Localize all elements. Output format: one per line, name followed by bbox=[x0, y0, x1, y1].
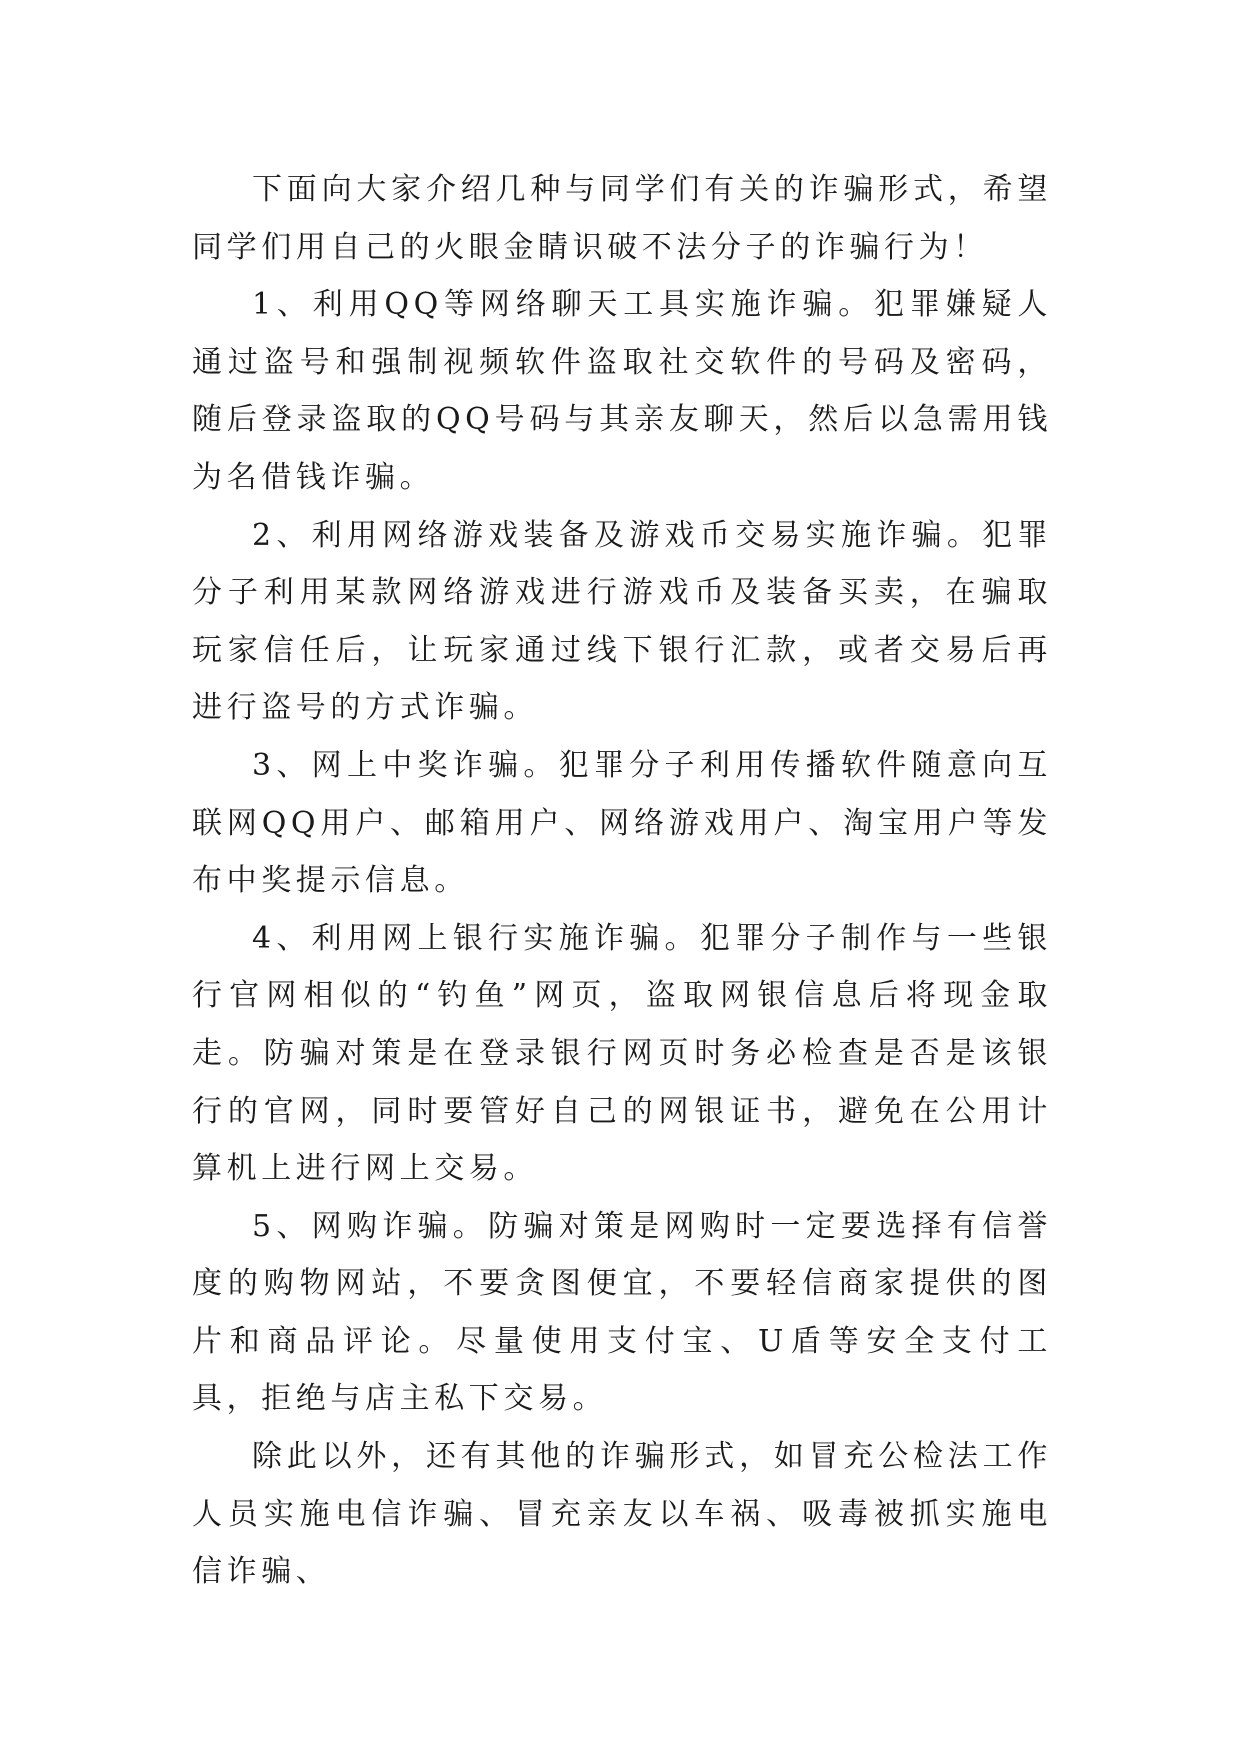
item-3-paragraph: 3、网上中奖诈骗。犯罪分子利用传播软件随意向互联网QQ用户、邮箱用户、网络游戏用户、淘宝用户等发布中奖提示信息。 bbox=[192, 747, 1052, 899]
body-text bbox=[192, 161, 1052, 1601]
item-5-paragraph: 5、网购诈骗。防骗对策是网购时一定要选择有信誉度的购物网站，不要贪图便宜，不要轻信商家提供的图片和商品评论。尽量使用支付宝、U盾等安全支付工具，拒绝与店主私下交易。 bbox=[192, 1208, 1052, 1417]
closing-paragraph: 除此以外，还有其他的诈骗形式，如冒充公检法工作人员实施电信诈骗、冒充亲友以车祸、吸毒被抓实施电信诈骗、 bbox=[192, 1439, 1052, 1590]
item-2-paragraph: 2、利用网络游戏装备及游戏币交易实施诈骗。犯罪分子利用某款网络游戏进行游戏币及装备买卖，在骗取玩家信任后，让玩家通过线下银行汇款，或者交易后再进行盗号的方式诈骗。 bbox=[192, 517, 1052, 726]
intro-paragraph: 下面向大家介绍几种与同学们有关的诈骗形式，希望同学们用自己的火眼金睛识破不法分子的诈骗行为！ bbox=[192, 172, 1052, 265]
item-1-paragraph: 1、利用QQ等网络聊天工具实施诈骗。犯罪嫌疑人通过盗号和强制视频软件盗取社交软件的号码及密码，随后登录盗取的QQ号码与其亲友聊天，然后以急需用钱为名借钱诈骗。 bbox=[192, 287, 1052, 495]
item-4-paragraph: 4、利用网上银行实施诈骗。犯罪分子制作与一些银行官网相似的“钓鱼”网页，盗取网银信息后将现金取走。防骗对策是在登录银行网页时务必检查是否是该银行的官网，同时要管好自己的网银证书，避免在公用计算机上进行网上交易。 bbox=[192, 920, 1052, 1187]
